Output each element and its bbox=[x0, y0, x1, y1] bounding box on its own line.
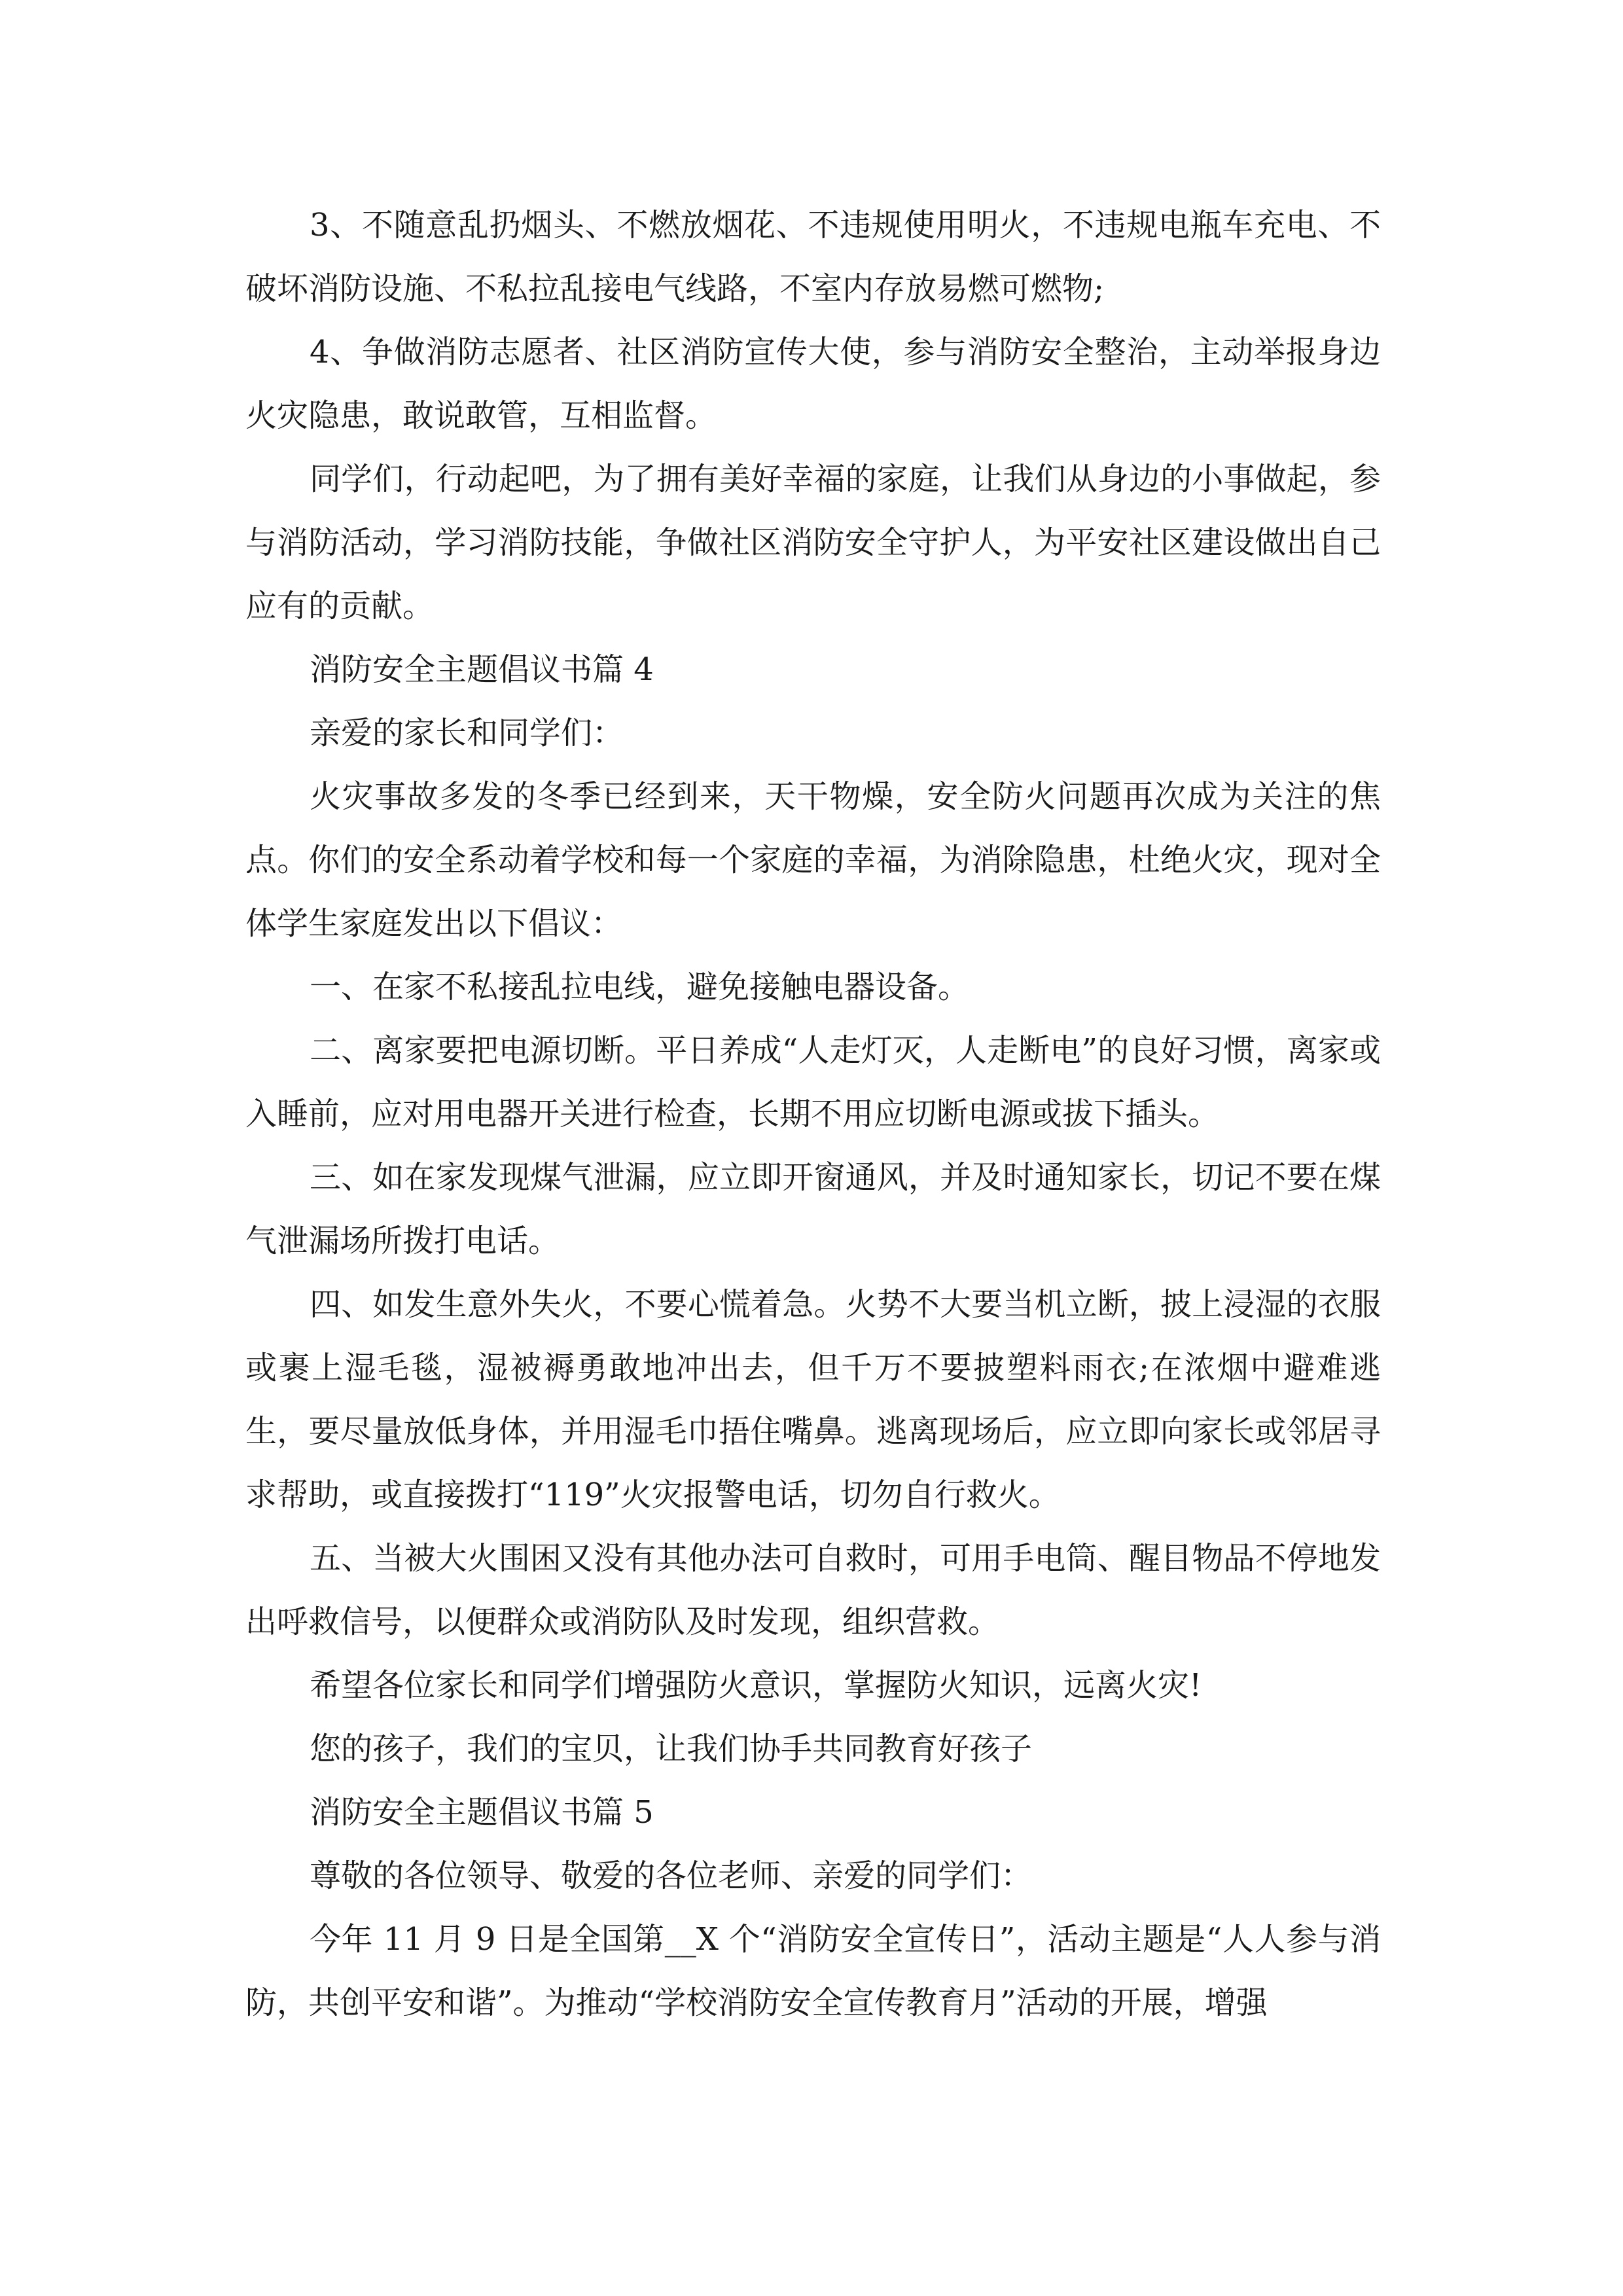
paragraph-closing: 希望各位家长和同学们增强防火意识，掌握防火知识，远离火灾! bbox=[310, 1667, 1202, 1704]
paragraph-intro: 火灾事故多发的冬季已经到来，天干物燥，安全防火问题再次成为关注的焦点。你们的安全系动着学校和每一个家庭的幸福，为消除隐患，杜绝火灾，现对全体学生家庭发出以下倡议： bbox=[245, 778, 1381, 942]
document-body bbox=[245, 194, 1381, 2035]
salutation: 亲爱的家长和同学们： bbox=[310, 715, 624, 751]
proposal-item-1: 一、在家不私接乱拉电线，避免接触电器设备。 bbox=[310, 969, 970, 1005]
paragraph-body-5: 今年 11 月 9 日是全国第__X 个“消防安全宣传日”，活动主题是“人人参与消防，共创平安和谐”。为推动“学校消防安全宣传教育月”活动的开展，增强 bbox=[245, 1921, 1381, 2021]
paragraph-call-to-action: 同学们，行动起吧，为了拥有美好幸福的家庭，让我们从身边的小事做起，参与消防活动，学习消防技能，争做社区消防安全守护人，为平安社区建设做出自己应有的贡献。 bbox=[245, 461, 1381, 624]
section-heading-4: 消防安全主题倡议书篇 4 bbox=[310, 651, 654, 688]
proposal-item-3: 三、如在家发现煤气泄漏，应立即开窗通风，并及时通知家长，切记不要在煤气泄漏场所拨打电话。 bbox=[245, 1159, 1381, 1259]
proposal-item-2: 二、离家要把电源切断。平日养成“人走灯灭，人走断电”的良好习惯，离家或入睡前，应对用电器开关进行检查，长期不用应切断电源或拔下插头。 bbox=[245, 1032, 1381, 1132]
paragraph-signoff: 您的孩子，我们的宝贝，让我们协手共同教育好孩子 bbox=[310, 1731, 1033, 1767]
paragraph-item-3: 3、不随意乱扔烟头、不燃放烟花、不违规使用明火，不违规电瓶车充电、不破坏消防设施、不私拉乱接电气线路，不室内存放易燃可燃物; bbox=[245, 207, 1381, 307]
paragraph-item-4: 4、争做消防志愿者、社区消防宣传大使，参与消防安全整治，主动举报身边火灾隐患，敢说敢管，互相监督。 bbox=[245, 334, 1381, 434]
proposal-item-5: 五、当被大火围困又没有其他办法可自救时，可用手电筒、醒目物品不停地发出呼救信号，以便群众或消防队及时发现，组织营救。 bbox=[245, 1540, 1381, 1640]
section-heading-5: 消防安全主题倡议书篇 5 bbox=[310, 1794, 654, 1831]
salutation-5: 尊敬的各位领导、敬爱的各位老师、亲爱的同学们： bbox=[310, 1857, 1033, 1894]
proposal-item-4: 四、如发生意外失火，不要心慌着急。火势不大要当机立断，披上浸湿的衣服或裹上湿毛毯，湿被褥勇敢地冲出去，但千万不要披塑料雨衣;在浓烟中避难逃生，要尽量放低身体，并用湿毛巾捂住嘴鼻。逃离现场后，应立即向家长或邻居寻求帮助，或直接拨打“119”火灾报警电话，切勿自行救火。 bbox=[245, 1286, 1381, 1513]
